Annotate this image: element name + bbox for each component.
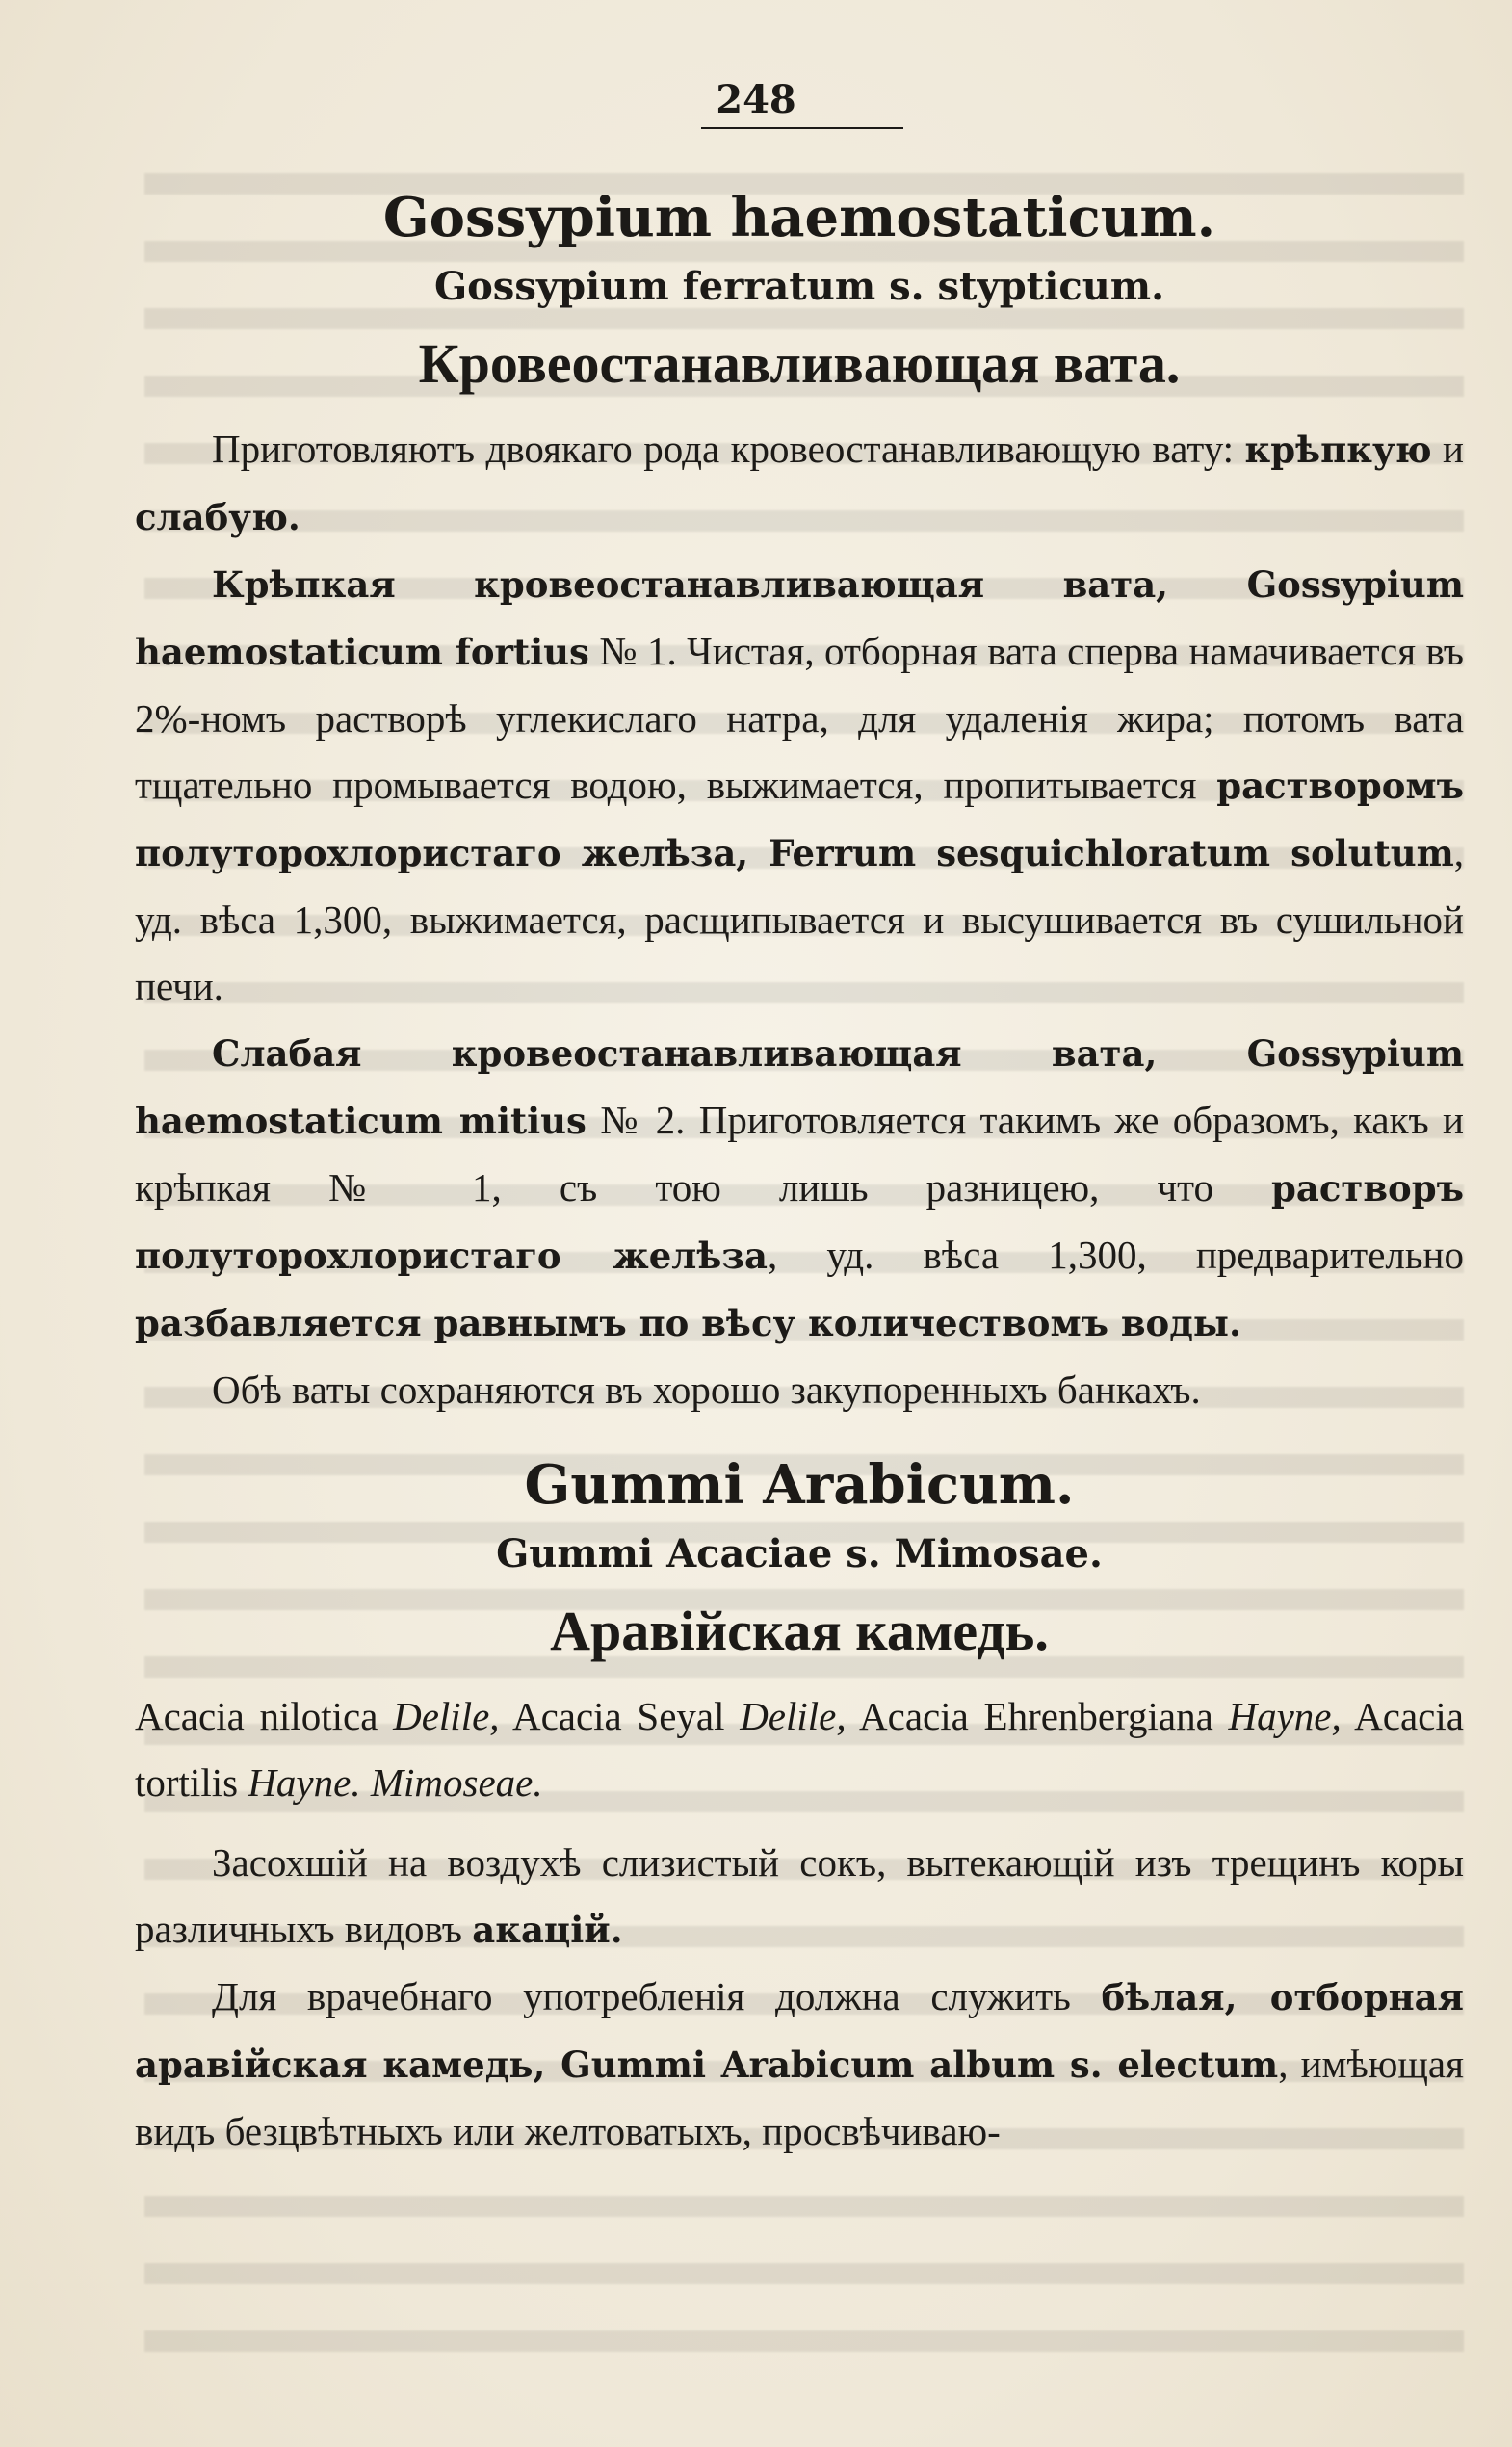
article-heading-russian: Аравійская камедь. (550, 1600, 1049, 1662)
paragraph: Обѣ ваты сохраняются въ хорошо закупоренныхъ банкахъ. (212, 1367, 1201, 1412)
paragraph (135, 416, 1464, 551)
article-title: Gossypium haemostaticum. (382, 186, 1216, 249)
page-number-rule (701, 127, 903, 129)
italic-author: Delile, (393, 1694, 500, 1738)
text (361, 1760, 371, 1805)
article-heading-russian: Кровеостанавливающая вата. (418, 332, 1181, 395)
page-number: 248 (716, 77, 796, 122)
text: Acacia nilotica (135, 1694, 394, 1738)
text: , уд. вѣса 1,300, выжимается, расщипывается и высушивается въ сушильной печи. (135, 830, 1464, 1008)
paragraph-species (135, 1683, 1464, 1816)
text: , уд. вѣса 1,300, предварительно (767, 1233, 1464, 1277)
bold-term: слабую. (135, 496, 300, 538)
text: Для врачебнаго употребленія должна служить (212, 1974, 1102, 2018)
text: Приготовляютъ двоякаго рода кровеостанавливающую вату: (212, 427, 1245, 471)
text: № 2. Приготовляется такимъ же образомъ, какъ и крѣпкая № 1, съ тою лишь разницею, что (135, 1098, 1464, 1210)
article-gossypium (135, 183, 1464, 1423)
paragraph (135, 1020, 1464, 1357)
text: , имѣющая видъ безцвѣтныхъ или желтоватыхъ, просвѣчиваю- (135, 2042, 1464, 2153)
italic-author: Hayne, (1228, 1694, 1342, 1738)
bold-term: Крѣпкая кровеостанавливающая вата, Gossypium haemostaticum fortius (135, 563, 1464, 673)
text: Acacia Seyal (499, 1694, 741, 1738)
bold-term: растворомъ полуторохлористаго желѣза, Ferrum sesquichloratum solutum (135, 765, 1464, 874)
italic-family: Mimoseae. (370, 1760, 543, 1805)
italic-author: Delile, (740, 1694, 847, 1738)
paragraph (135, 551, 1464, 1020)
article-subtitle: Gummi Acaciae s. Mimosae. (496, 1531, 1103, 1576)
article-gummi-arabicum (135, 1450, 1464, 2165)
bold-term: акацій. (472, 1909, 623, 1951)
text: Acacia Ehrenbergiana (846, 1694, 1229, 1738)
bold-term: разбавляется равнымъ по вѣсу количествомъ воды. (135, 1302, 1241, 1344)
text: Засохшій на воздухѣ слизистый сокъ, вытекающій изъ трещинъ коры различныхъ видовъ (135, 1840, 1464, 1951)
bold-term: растворъ полуторохлористаго желѣза (135, 1167, 1464, 1277)
italic-author: Hayne. (248, 1760, 361, 1805)
paragraph (135, 1964, 1464, 2165)
paragraph (135, 1830, 1464, 1964)
article-title: Gummi Arabicum. (524, 1453, 1075, 1517)
bold-term: бѣлая, отборная аравійская камедь, Gummi Arabicum album s. electum (135, 1976, 1464, 2086)
page-content (135, 183, 1464, 2165)
text: № 1. Чистая, отборная вата сперва намачивается въ 2%-номъ растворѣ углекислаго натра, для удаленія жира; потомъ вата тщательно промывается водою, выжимается, пропитывается (135, 629, 1464, 807)
article-subtitle: Gossypium ferratum s. stypticum. (433, 264, 1165, 309)
text: Acacia tortilis (135, 1694, 1464, 1805)
text: и (1431, 427, 1464, 471)
bold-term: Слабая кровеостанавливающая вата, Gossypium haemostaticum mitius (135, 1032, 1464, 1142)
bold-term: крѣпкую (1244, 429, 1432, 471)
